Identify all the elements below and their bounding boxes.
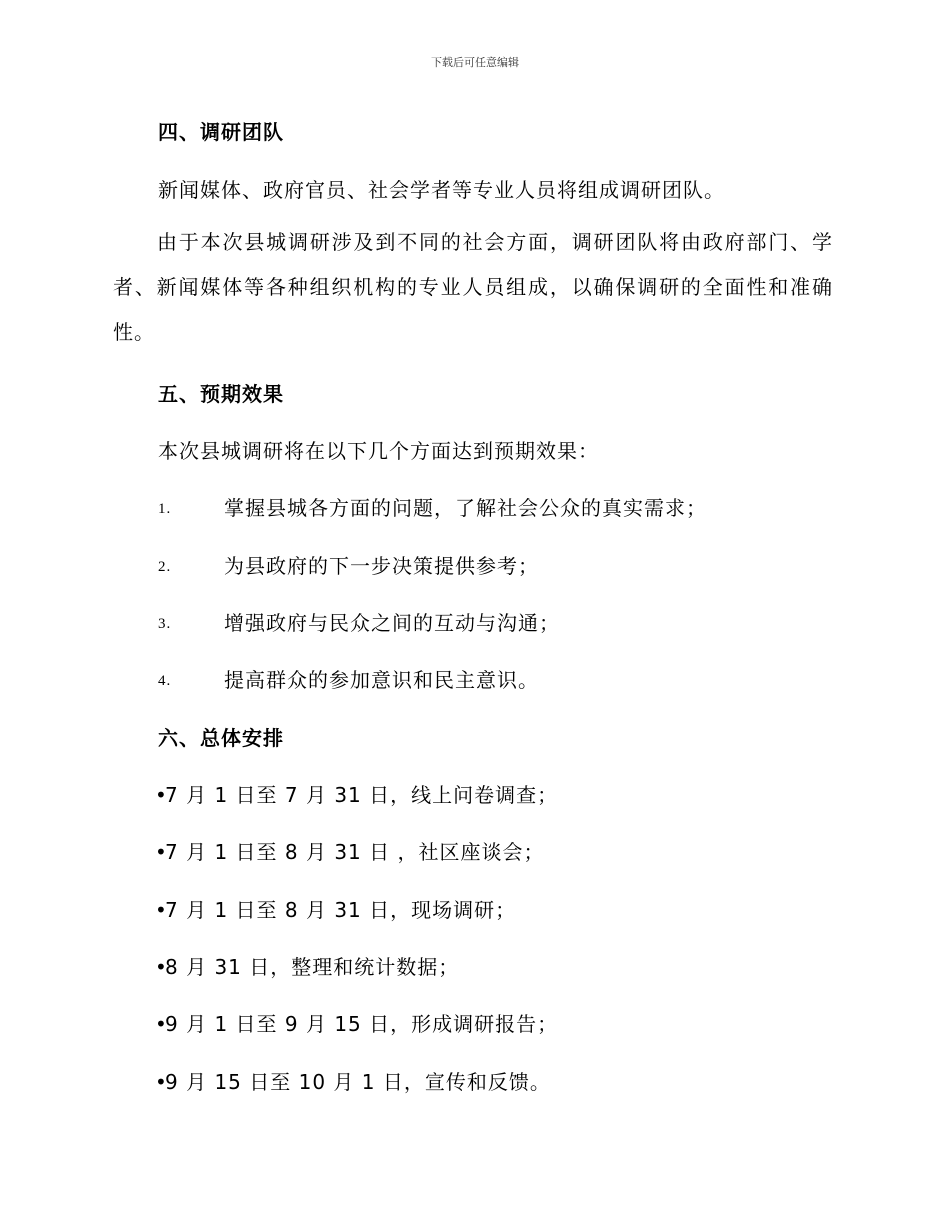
section-heading-schedule: 六、总体安排 xyxy=(158,726,284,750)
bullet-icon: • xyxy=(155,1070,168,1094)
schedule-item xyxy=(155,836,544,865)
team-sentence: 新闻媒体、政府官员、社会学者等专业人员将组成调研团队。 xyxy=(158,178,725,202)
list-number: 2. xyxy=(158,559,172,575)
list-text: 掌握县城各方面的问题，了解社会公众的真实需求； xyxy=(224,496,707,520)
list-item xyxy=(158,607,560,636)
schedule-text: 7 月 1 日至 8 月 31 日 ，社区座谈会； xyxy=(165,840,545,864)
schedule-item xyxy=(155,779,558,808)
schedule-item xyxy=(155,951,459,980)
list-number: 4. xyxy=(158,673,172,689)
list-number: 3. xyxy=(158,616,172,632)
schedule-text: 9 月 1 日至 9 月 15 日，形成调研报告； xyxy=(165,1012,559,1036)
list-item xyxy=(158,664,539,693)
list-text: 提高群众的参加意识和民主意识。 xyxy=(224,668,539,692)
section-heading-expected-effects: 五、预期效果 xyxy=(158,382,284,406)
list-item xyxy=(158,550,539,579)
bullet-icon: • xyxy=(155,1012,168,1036)
schedule-item xyxy=(155,1008,558,1037)
list-number: 1. xyxy=(158,501,172,517)
list-text: 为县政府的下一步决策提供参考； xyxy=(224,554,539,578)
schedule-text: 7 月 1 日至 8 月 31 日，现场调研； xyxy=(165,898,517,922)
effects-intro: 本次县城调研将在以下几个方面达到预期效果： xyxy=(158,439,599,463)
list-text: 增强政府与民众之间的互动与沟通； xyxy=(224,611,560,635)
bullet-icon: • xyxy=(155,783,168,807)
schedule-text: 8 月 31 日，整理和统计数据； xyxy=(165,955,460,979)
schedule-text: 7 月 1 日至 7 月 31 日，线上问卷调查； xyxy=(165,783,559,807)
header-note: 下载后可任意编辑 xyxy=(431,56,519,69)
list-item xyxy=(158,492,707,521)
schedule-item xyxy=(155,1066,551,1095)
bullet-icon: • xyxy=(155,840,168,864)
schedule-text: 9 月 15 日至 10 月 1 日，宣传和反馈。 xyxy=(165,1070,551,1094)
bullet-icon: • xyxy=(155,955,168,979)
schedule-item xyxy=(155,894,516,923)
team-paragraph: 由于本次县城调研涉及到不同的社会方面，调研团队将由政府部门、学者、新闻媒体等各种组织机构的专业人员组成，以确保调研的全面性和准确性。 xyxy=(113,230,833,344)
section-heading-team: 四、调研团队 xyxy=(158,120,284,144)
bullet-icon: • xyxy=(155,898,168,922)
